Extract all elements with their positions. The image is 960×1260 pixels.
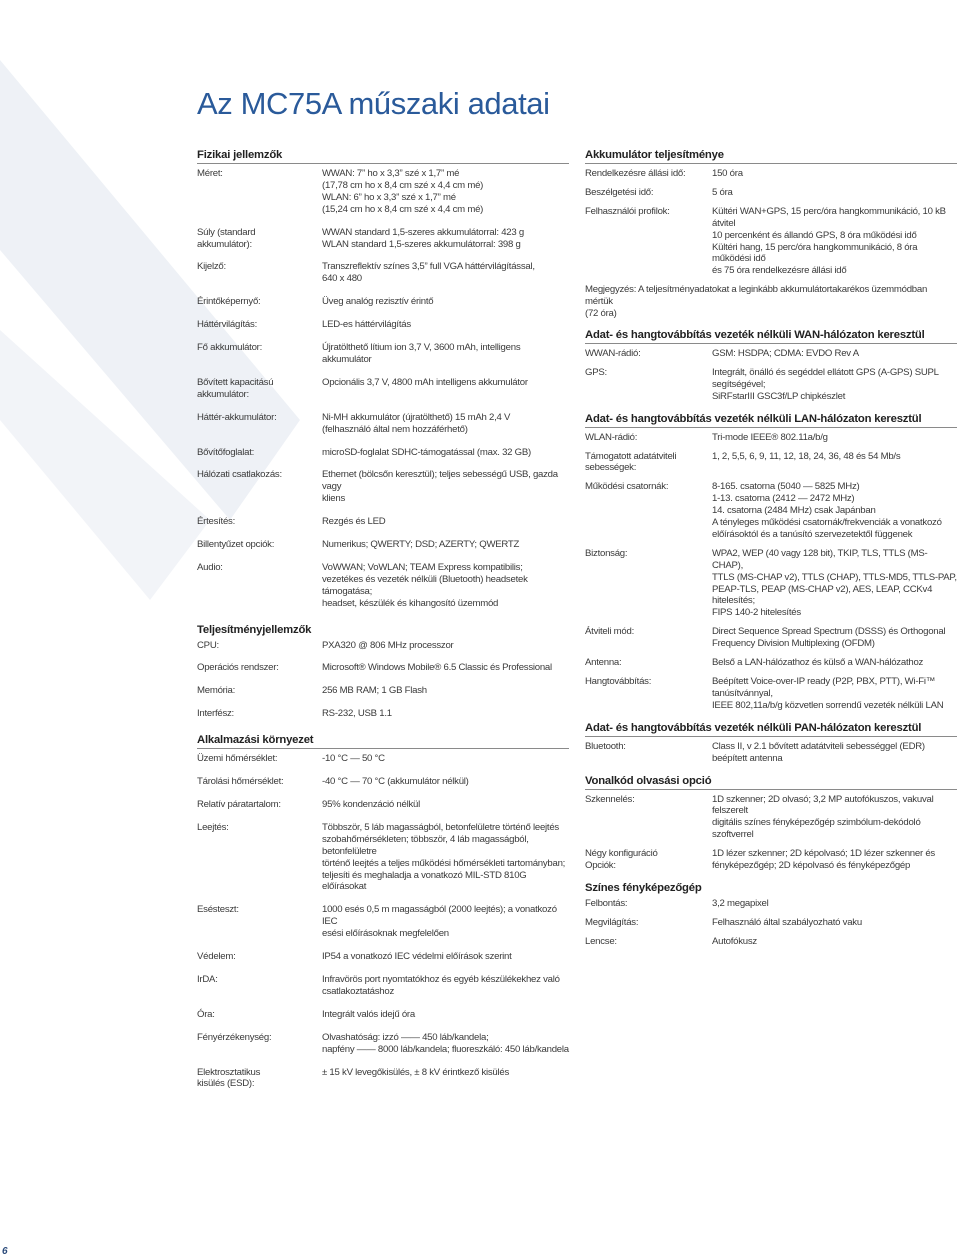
- spec-value: microSD-foglalat SDHC-támogatással (max. 32 GB): [322, 446, 531, 458]
- spec-row: [197, 662, 569, 674]
- spec-label: Működési csatornák:: [585, 481, 669, 493]
- spec-list: [197, 640, 569, 721]
- spec-value: Beépített Voice-over-IP ready (P2P, PBX, PTT), Wi-Fi™ tanúsítvánnyal, IEEE 802,11a/b/g közvetlen sorrendű vezeték nélküli LAN: [712, 676, 944, 711]
- spec-label: GPS:: [585, 366, 607, 378]
- spec-label: Súly (standard akkumulátor):: [197, 226, 256, 250]
- spec-value: 5 óra: [712, 186, 733, 198]
- spec-value: Olvashatóság: izzó —— 450 láb/kandela; napfény —— 8000 láb/kandela; fluoreszkáló: 450 láb/kandela: [322, 1031, 569, 1055]
- spec-row: [585, 432, 957, 444]
- spec-label: Operációs rendszer:: [197, 662, 279, 674]
- spec-row: [197, 516, 569, 528]
- spec-label: Relatív páratartalom:: [197, 799, 281, 810]
- spec-row: [197, 562, 569, 610]
- spec-label: Leejtés:: [197, 821, 229, 833]
- section-title: Vonalkód olvasási opció: [585, 772, 957, 790]
- spec-value: IP54 a vonatkozó IEC védelmi előírások szerint: [322, 951, 512, 963]
- spec-label: Értesítés:: [197, 516, 236, 528]
- spec-value: Többször, 5 láb magasságból, betonfelületre történő leejtés szobahőmérsékleten; többször, 4 láb magasságból, betonfelületre történő leejtés a teljes működési hőmérsékleti tartományban; teljesíti és meghaladja a vonatkozó MIL-STD 810G előírásokat: [322, 821, 566, 893]
- spec-row: [585, 657, 957, 669]
- section-title: Fizikai jellemzők: [197, 146, 569, 164]
- spec-value: Numerikus; QWERTY; DSD; AZERTY; QWERTZ: [322, 539, 520, 551]
- spec-value: Integrált valós idejű óra: [322, 1008, 415, 1020]
- spec-label: Átviteli mód:: [585, 626, 635, 638]
- spec-value: Infravörös port nyomtatókhoz és egyéb készülékekhez való csatlakoztatáshoz: [322, 973, 560, 997]
- left-column: [197, 146, 569, 1101]
- spec-value: -40 °C — 70 °C (akkumulátor nélkül): [322, 776, 469, 788]
- spec-value: 1000 esés 0,5 m magasságból (2000 leejtés); a vonatkozó IEC esési előírásoknak megfelelően: [322, 904, 557, 940]
- spec-value: 95% kondenzáció nélkül: [322, 799, 420, 810]
- spec-row: [197, 296, 569, 308]
- spec-label: Rendelkezésre állási idő:: [585, 168, 686, 179]
- spec-label: Audio:: [197, 561, 223, 573]
- spec-list: [585, 432, 957, 712]
- spec-row: [197, 447, 569, 459]
- spec-row: [197, 776, 569, 788]
- spec-label: WLAN-rádió:: [585, 431, 638, 443]
- spec-row: [585, 548, 957, 619]
- spec-row: [197, 412, 569, 436]
- spec-row: [585, 168, 957, 180]
- spec-row: [585, 936, 957, 948]
- spec-value: Integrált, önálló és segéddel ellátott GPS (A-GPS) SUPL segítségével; SiRFstarIII GSC3f/LP chipkészlet: [712, 366, 939, 402]
- spec-row: [197, 469, 569, 505]
- spec-value: Direct Sequence Spread Spectrum (DSSS) és Orthogonal Frequency Division Multiplexing (OFDM): [712, 626, 946, 650]
- spec-list: [585, 794, 957, 872]
- spec-label: Beszélgetési idő:: [585, 186, 654, 198]
- spec-value: Rezgés és LED: [322, 516, 386, 528]
- spec-value: Transzreflektív színes 3,5” full VGA háttérvilágítással, 640 x 480: [322, 261, 535, 285]
- spec-row: [585, 848, 957, 872]
- spec-label: Fényérzékenység:: [197, 1031, 272, 1043]
- spec-value: Class II, v 2.1 bővített adatátviteli sebességgel (EDR) beépített antenna: [712, 740, 925, 764]
- spec-row: [197, 904, 569, 940]
- section-title: Színes fényképezőgép: [585, 881, 702, 894]
- spec-label: Háttér-akkumulátor:: [197, 411, 277, 423]
- spec-row: [197, 753, 569, 765]
- spec-value: PXA320 @ 806 MHz processzor: [322, 639, 454, 651]
- spec-row: [585, 898, 957, 910]
- spec-row: [197, 822, 569, 893]
- spec-row: [585, 348, 957, 360]
- spec-row: [197, 708, 569, 720]
- spec-value: Belső a LAN-hálózathoz és külső a WAN-hálózathoz: [712, 657, 924, 669]
- spec-value: Opcionális 3,7 V, 4800 mAh intelligens akkumulátor: [322, 376, 528, 388]
- spec-list: [197, 168, 569, 610]
- right-column: [585, 146, 957, 955]
- section-title: Adat- és hangtovábbítás vezeték nélküli PAN-hálózaton keresztül: [585, 719, 957, 737]
- spec-row: [585, 626, 957, 650]
- spec-value: WWAN standard 1,5-szeres akkumulátorral: 423 g WLAN standard 1,5-szeres akkumulátorral: 398 g: [322, 226, 524, 250]
- spec-row: [197, 227, 569, 251]
- spec-label: Bővítőfoglalat:: [197, 446, 255, 458]
- spec-label: Interfész:: [197, 708, 234, 720]
- spec-value: 1D szkenner; 2D olvasó; 3,2 MP autofókuszos, vakuval felszerelt digitális színes fényképezőgép szimbólum-dekódoló szoftverrel: [712, 793, 934, 841]
- spec-row: [197, 168, 569, 216]
- spec-label: Háttérvilágítás:: [197, 319, 257, 331]
- spec-value: 1D lézer szkenner; 2D képolvasó; 1D lézer szkenner és fényképezőgép; 2D képolvasó és fényképezőgép: [712, 848, 935, 872]
- spec-value: GSM: HSDPA; CDMA: EVDO Rev A: [712, 347, 859, 359]
- spec-row: [197, 261, 569, 285]
- spec-value: Ni-MH akkumulátor (újratölthető) 15 mAh 2,4 V (felhasználó által nem hozzáférhető): [322, 411, 511, 435]
- spec-value: WWAN: 7” ho x 3,3” szé x 1,7” mé (17,78 cm ho x 8,4 cm szé x 4,4 cm mé) WLAN: 6” ho x 3,3” szé x 1,7” mé (15,24 cm ho x 8,4 cm szé x 4,4 cm mé): [322, 168, 484, 215]
- spec-label: Esésteszt:: [197, 904, 239, 916]
- spec-row: [585, 794, 957, 842]
- spec-label: Felhasználói profilok:: [585, 205, 670, 217]
- page-title: Az MC75A műszaki adatai: [197, 86, 550, 121]
- spec-row: [585, 481, 957, 541]
- spec-list: [197, 753, 569, 1090]
- spec-label: IrDA:: [197, 973, 218, 985]
- spec-label: Memória:: [197, 685, 235, 697]
- spec-row: [197, 539, 569, 551]
- spec-label: Biztonság:: [585, 547, 628, 559]
- spec-value: Tri-mode IEEE® 802.11a/b/g: [712, 431, 828, 443]
- spec-value: 256 MB RAM; 1 GB Flash: [322, 685, 427, 697]
- spec-label: Szkennelés:: [585, 793, 635, 805]
- spec-row: [197, 951, 569, 963]
- spec-value: VoWWAN; VoWLAN; TEAM Express kompatibilis; vezetékes és vezeték nélküli (Bluetooth) headsetek támogatása; headset, készülék és kihangosító üzemmód: [322, 561, 528, 609]
- spec-row: [585, 187, 957, 199]
- spec-label: Fő akkumulátor:: [197, 342, 263, 354]
- spec-label: Megvilágítás:: [585, 916, 639, 928]
- spec-label: WWAN-rádió:: [585, 347, 641, 359]
- spec-value: Üveg analóg rezisztív érintő: [322, 296, 434, 308]
- spec-value: -10 °C — 50 °C: [322, 753, 385, 765]
- spec-label: Védelem:: [197, 951, 236, 963]
- spec-row: [585, 741, 957, 765]
- spec-row: [197, 1032, 569, 1056]
- spec-list: [585, 348, 957, 403]
- spec-row: [585, 206, 957, 277]
- spec-row: [197, 319, 569, 331]
- spec-label: Négy konfiguráció Opciók:: [585, 848, 658, 872]
- spec-row: [585, 917, 957, 929]
- spec-label: Bővített kapacitású akkumulátor:: [197, 376, 274, 400]
- spec-value: Ethernet (bölcsőn keresztül); teljes sebességű USB, gazda vagy kliens: [322, 469, 558, 505]
- spec-row: [585, 451, 957, 475]
- section-title: Adat- és hangtovábbítás vezeték nélküli LAN-hálózaton keresztül: [585, 410, 957, 428]
- spec-value: 1, 2, 5,5, 6, 9, 11, 12, 18, 24, 36, 48 és 54 Mb/s: [712, 450, 901, 462]
- section-title: Adat- és hangtovábbítás vezeték nélküli WAN-hálózaton keresztül: [585, 326, 957, 344]
- spec-value: RS-232, USB 1.1: [322, 708, 392, 720]
- spec-value: Kültéri WAN+GPS, 15 perc/óra hangkommunikáció, 10 kB átvitel 10 percenként és állandó GPS, 8 óra működési idő Kültéri hang, 15 perc/óra hangkommunikáció, 8 óra működési idő és 75 óra rendelkezésre állási idő: [712, 205, 946, 277]
- spec-label: Bluetooth:: [585, 740, 626, 752]
- spec-value: 3,2 megapixel: [712, 897, 769, 909]
- spec-label: Felbontás:: [585, 897, 628, 909]
- spec-row: [585, 676, 957, 712]
- spec-value: 8-165. csatorna (5040 — 5825 MHz) 1-13. csatorna (2412 — 2472 MHz) 14. csatorna (2484 MHz) csak Japánban A tényleges működési csatornák/frekvenciák a vonatkozó előírásoktól és a tanúsító szervezetektől függenek: [712, 481, 942, 540]
- spec-list: [585, 168, 957, 277]
- spec-row: [197, 1067, 569, 1091]
- spec-row: [197, 799, 569, 811]
- spec-list: [585, 898, 957, 948]
- spec-value: Autofókusz: [712, 935, 757, 947]
- spec-row: [197, 640, 569, 652]
- spec-label: Elektrosztatikus kisülés (ESD):: [197, 1066, 261, 1090]
- spec-value: WPA2, WEP (40 vagy 128 bit), TKIP, TLS, TTLS (MS-CHAP), TTLS (MS-CHAP v2), TTLS (CHAP), TTLS-MD5, TTLS-PAP, PEAP-TLS, PEAP (MS-CHAP v2), AES, LEAP, CCKv4 hitelesítés; FIPS 140-2 hitelesítés: [712, 547, 957, 619]
- spec-label: Kijelző:: [197, 261, 226, 273]
- page-number: 6: [2, 1246, 8, 1257]
- spec-label: Tárolási hőmérséklet:: [197, 776, 284, 788]
- spec-value: 150 óra: [712, 168, 743, 179]
- spec-value: Microsoft® Windows Mobile® 6.5 Classic és Professional: [322, 662, 552, 674]
- spec-label: Támogatott adatátviteli sebességek:: [585, 450, 677, 474]
- battery-note: Megjegyzés: A teljesítményadatokat a leginkább akkumulátortakarékos üzemmódban mértük (72 óra): [585, 284, 928, 320]
- spec-list: [585, 741, 957, 765]
- spec-label: Üzemi hőmérséklet:: [197, 753, 278, 765]
- spec-label: Antenna:: [585, 657, 622, 669]
- section-title: Akkumulátor teljesítménye: [585, 146, 957, 164]
- section-title: Alkalmazási környezet: [197, 731, 569, 749]
- spec-row: [197, 377, 569, 401]
- spec-row: [197, 1009, 569, 1021]
- spec-label: Lencse:: [585, 935, 617, 947]
- spec-label: CPU:: [197, 639, 219, 651]
- spec-label: Méret:: [197, 168, 223, 179]
- spec-label: Hálózati csatlakozás:: [197, 469, 282, 481]
- spec-label: Billentyűzet opciók:: [197, 539, 275, 551]
- spec-row: [197, 974, 569, 998]
- spec-row: [585, 367, 957, 403]
- spec-label: Óra:: [197, 1008, 215, 1020]
- spec-value: Újratölthető lítium ion 3,7 V, 3600 mAh, intelligens akkumulátor: [322, 342, 521, 365]
- spec-row: [197, 685, 569, 697]
- section-title: Teljesítményjellemzők: [197, 623, 312, 636]
- spec-value: LED-es háttérvilágítás: [322, 319, 411, 331]
- spec-row: [197, 342, 569, 366]
- spec-value: ± 15 kV levegőkisülés, ± 8 kV érintkező kisülés: [322, 1066, 510, 1078]
- spec-label: Érintőképernyő:: [197, 296, 261, 308]
- spec-value: Felhasználó által szabályozható vaku: [712, 916, 862, 928]
- spec-label: Hangtovábbítás:: [585, 676, 652, 687]
